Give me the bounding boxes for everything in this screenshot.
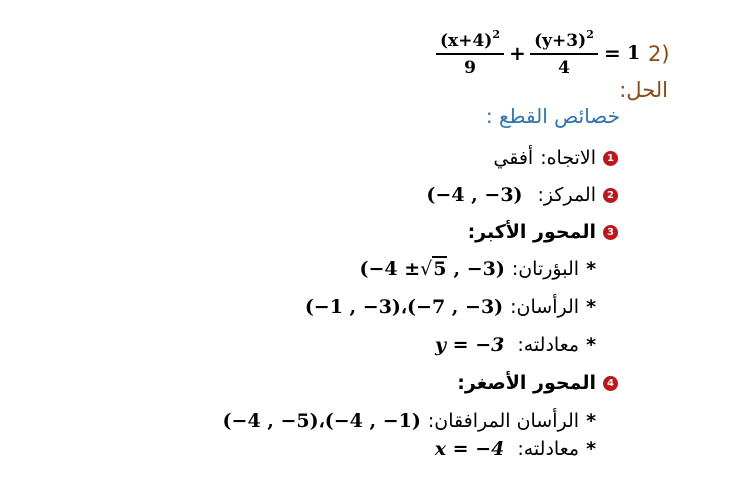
foci-value — [359, 258, 504, 280]
foci-label: البؤرتان: — [511, 258, 580, 280]
major-equation-label: معادلته: — [517, 334, 580, 356]
direction-value: أفقي — [493, 147, 534, 169]
number-bullet-1: 1 — [603, 151, 618, 166]
minor-equation-row — [435, 438, 596, 460]
vertices-row — [305, 296, 596, 318]
foci-row — [359, 258, 596, 280]
plus-sign: + — [509, 41, 526, 65]
equals-sign: = — [604, 41, 621, 65]
foci-value-open: (−4 ± — [359, 258, 421, 280]
bullet-star: * — [586, 296, 596, 318]
covertices-label: الرأسان المرافقان: — [427, 410, 580, 432]
minor-axis-title: المحور الأصغر: — [457, 372, 596, 394]
sqrt-symbol: √ — [420, 258, 433, 280]
bullet-star: * — [586, 410, 596, 432]
vertices-value: (−1 , −3)،(−7 , −3) — [304, 296, 504, 318]
problem-number: 2) — [648, 42, 670, 66]
properties-heading: خصائص القطع : — [485, 104, 620, 128]
number-bullet-2: 2 — [603, 188, 618, 203]
fraction-y-numerator: (y+3) — [534, 31, 587, 51]
bullet-star: * — [586, 258, 596, 280]
center-value: (−4 , −3) — [426, 184, 523, 206]
fraction-x-exponent: 2 — [492, 28, 500, 41]
minor-equation-label: معادلته: — [517, 438, 580, 460]
foci-sqrt-radicand: 5 — [433, 258, 447, 280]
fraction-y-denominator: 4 — [558, 58, 570, 78]
vertices-label: الرأسان: — [510, 296, 580, 318]
number-bullet-3: 3 — [603, 225, 618, 240]
number-bullet-4: 4 — [603, 376, 618, 391]
major-axis-title-row — [468, 221, 618, 243]
foci-value-close: , −3) — [453, 258, 505, 280]
covertices-row — [223, 410, 596, 432]
fraction-x — [436, 28, 504, 78]
bullet-star: * — [586, 334, 596, 356]
major-equation-row — [435, 334, 596, 356]
fraction-x-numerator: (x+4) — [440, 31, 493, 51]
center-label: المركز: — [537, 184, 596, 206]
direction-row — [493, 147, 618, 169]
major-equation-value: y = −3 — [435, 334, 505, 356]
direction-label: الاتجاه: — [540, 147, 596, 169]
center-row — [426, 184, 618, 206]
bullet-star: * — [586, 438, 596, 460]
fraction-y — [530, 28, 598, 78]
equation-rhs: 1 — [627, 42, 641, 64]
fraction-y-exponent: 2 — [586, 28, 594, 41]
major-axis-title: المحور الأكبر: — [467, 221, 596, 243]
minor-equation-value: x = −4 — [434, 438, 505, 460]
solution-label: الحل: — [619, 78, 668, 102]
minor-axis-title-row — [457, 372, 618, 394]
covertices-value: (−4 , −5)،(−4 , −1) — [222, 410, 421, 432]
fraction-x-denominator: 9 — [464, 58, 476, 78]
